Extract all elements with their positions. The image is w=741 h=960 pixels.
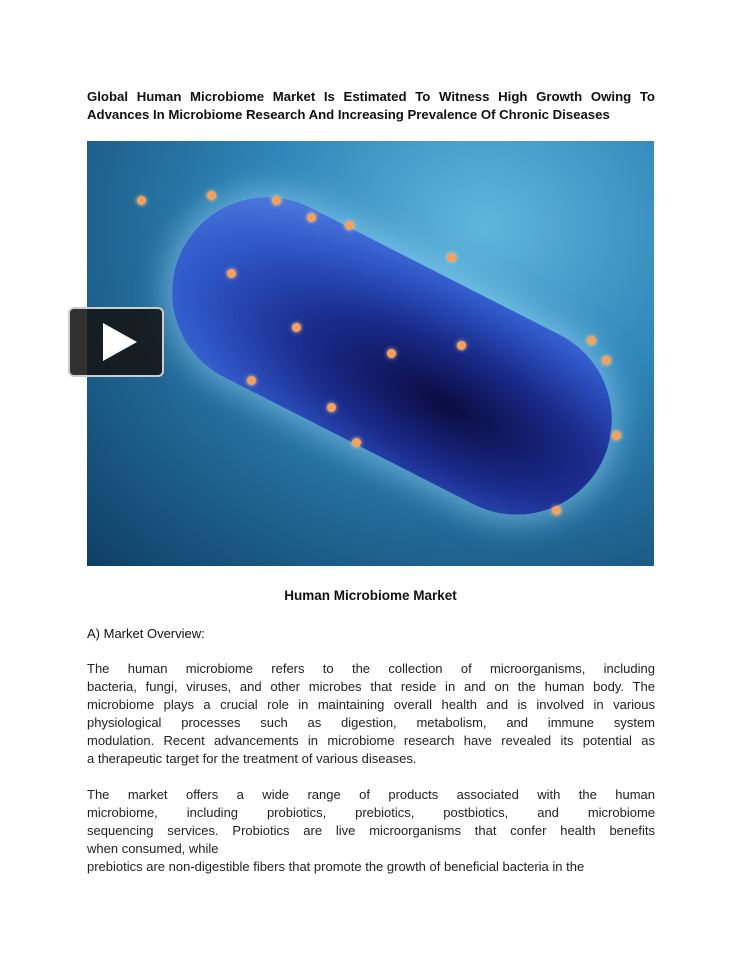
paragraph-overview — [87, 660, 655, 768]
text-line: prebiotics are non-digestible fibers that promote the growth of beneficial bacteria in the — [87, 859, 585, 874]
text-line: The market offers a wide range of products associated with the human — [87, 787, 655, 802]
section-heading: A) Market Overview: — [87, 626, 205, 641]
text-line: sequencing services. Probiotics are live microorganisms that confer health benefits — [87, 823, 655, 838]
document-title: Global Human Microbiome Market Is Estimated To Witness High Growth Owing To Advances In Microbiome Research And Increasing Prevalence Of Chronic Diseases — [87, 89, 655, 122]
phage-dot — [247, 376, 256, 385]
phage-dot — [387, 349, 396, 358]
phage-dot — [612, 431, 621, 440]
play-video-button[interactable] — [68, 307, 164, 377]
phage-dot — [207, 191, 216, 200]
text-line: a therapeutic target for the treatment of various diseases. — [87, 751, 417, 766]
phage-dot — [227, 269, 236, 278]
phage-dot — [352, 438, 361, 447]
text-line: microbiome, including probiotics, prebiotics, postbiotics, and microbiome — [87, 805, 655, 820]
phage-dot — [307, 213, 316, 222]
text-line: physiological processes such as digestion, metabolism, and immune system — [87, 715, 655, 730]
phage-dot — [292, 323, 301, 332]
phage-dot — [447, 253, 456, 262]
phage-dot — [327, 403, 336, 412]
phage-dot — [602, 356, 611, 365]
text-line: when consumed, while — [87, 841, 219, 856]
text-line: microbiome plays a crucial role in maintaining overall health and is involved in various — [87, 697, 655, 712]
paragraph-products — [87, 786, 655, 876]
phage-dot — [587, 336, 596, 345]
phage-dot — [137, 196, 146, 205]
microbiome-illustration — [87, 141, 654, 566]
text-line: The human microbiome refers to the collection of microorganisms, including — [87, 661, 655, 676]
phage-dot — [345, 221, 354, 230]
image-caption: Human Microbiome Market — [284, 588, 457, 603]
phage-dot — [457, 341, 466, 350]
phage-dot — [552, 506, 561, 515]
text-line: bacteria, fungi, viruses, and other microbes that reside in and on the human body. The — [87, 679, 655, 694]
text-line: modulation. Recent advancements in microbiome research have revealed its potential as — [87, 733, 655, 748]
phage-dot — [272, 196, 281, 205]
